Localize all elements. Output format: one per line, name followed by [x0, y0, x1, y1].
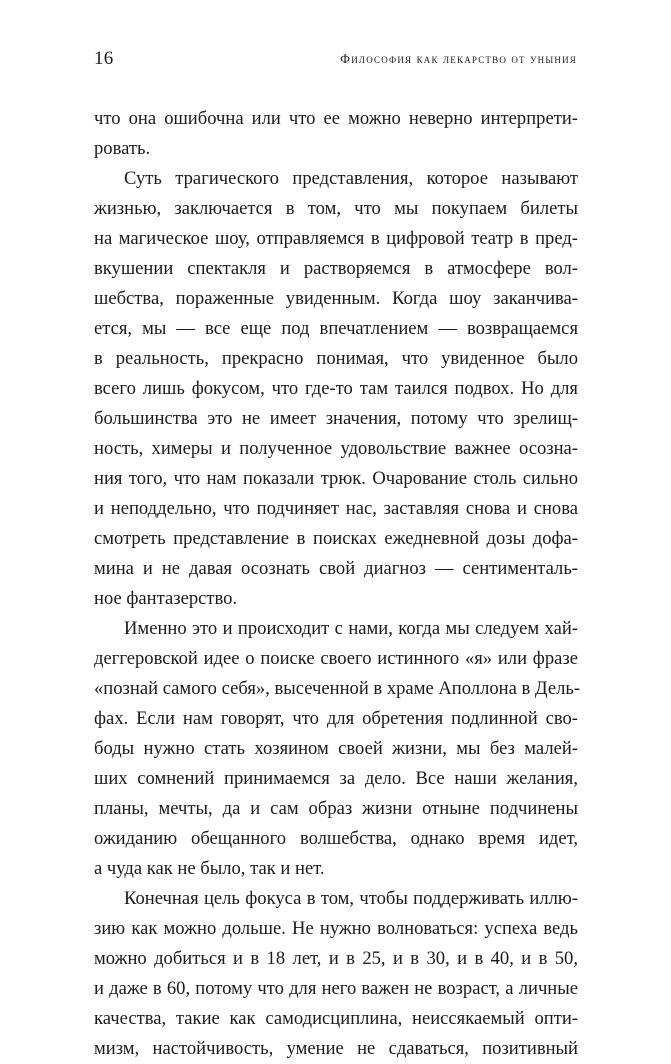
text-line: «познай самого себя», высеченной в храме Аполлона в Дель- [94, 678, 581, 699]
text-line: вкушении спектакля и растворяемся в атмосфере вол- [94, 258, 578, 279]
text-line: деггеровской идее о поиске своего истинного «я» или фразе [94, 648, 578, 669]
text-line: смотреть представление в поисках ежедневной дозы дофа- [94, 528, 578, 549]
page-number: 16 [94, 48, 114, 69]
text-line: ность, химеры и полученное удовольствие важнее осозна- [94, 438, 578, 459]
text-line: ния того, что нам показали трюк. Очарование столь сильно [94, 468, 578, 489]
text-line: ожиданию обещанного волшебства, однако время идет, [94, 828, 578, 849]
text-line: ное фантазерство. [94, 588, 238, 609]
text-line: жизнью, заключается в том, что мы покупаем билеты [94, 198, 578, 219]
text-line: можно добиться и в 18 лет, и в 25, и в 30, и в 40, и в 50, [94, 948, 578, 969]
text-line: Конечная цель фокуса в том, чтобы поддерживать иллю- [124, 888, 578, 909]
text-line: ровать. [94, 138, 151, 159]
page-header [94, 48, 577, 72]
text-line: и даже в 60, потому что для него важен не возраст, а личные [94, 978, 578, 999]
text-line: боды нужно стать хозяином своей жизни, мы без малей- [94, 738, 578, 759]
text-line: на магическое шоу, отправляемся в цифровой театр в пред- [94, 228, 578, 249]
text-line: что она ошибочна или что ее можно неверно интерпрети- [94, 108, 578, 129]
text-line: планы, мечты, да и сам образ жизни отныне подчинены [94, 798, 578, 819]
text-line: всего лишь фокусом, что где-то там таился подвох. Но для [94, 378, 578, 399]
text-line: шебства, пораженные увиденным. Когда шоу заканчива- [94, 288, 578, 309]
text-line: а чуда как не было, так и нет. [94, 858, 325, 879]
text-line: Именно это и происходит с нами, когда мы следуем хай- [124, 618, 578, 639]
running-title: Философия как лекарство от уныния [340, 52, 577, 66]
text-line: и неподдельно, что подчиняет нас, заставляя снова и снова [94, 498, 578, 519]
text-line: качества, такие как самодисциплина, неиссякаемый опти- [94, 1008, 578, 1029]
text-line: фах. Если нам говорят, что для обретения подлинной сво- [94, 708, 578, 729]
text-line: Суть трагического представления, которое называют [124, 168, 578, 189]
text-line: ется, мы — все еще под впечатлением — возвращаемся [94, 318, 578, 339]
text-line: мина и не давая осознать свой диагноз — сентименталь- [94, 558, 578, 579]
text-line: мизм, настойчивость, умение не сдаваться, позитивный [94, 1038, 578, 1059]
text-line: зию как можно дольше. Не нужно волноваться: успеха ведь [94, 918, 578, 939]
text-line: ших сомнений принимаемся за дело. Все наши желания, [94, 768, 578, 789]
body-text [94, 104, 581, 1064]
text-line: большинства это не имеет значения, потому что зрелищ- [94, 408, 578, 429]
text-line: в реальность, прекрасно понимая, что увиденное было [94, 348, 578, 369]
